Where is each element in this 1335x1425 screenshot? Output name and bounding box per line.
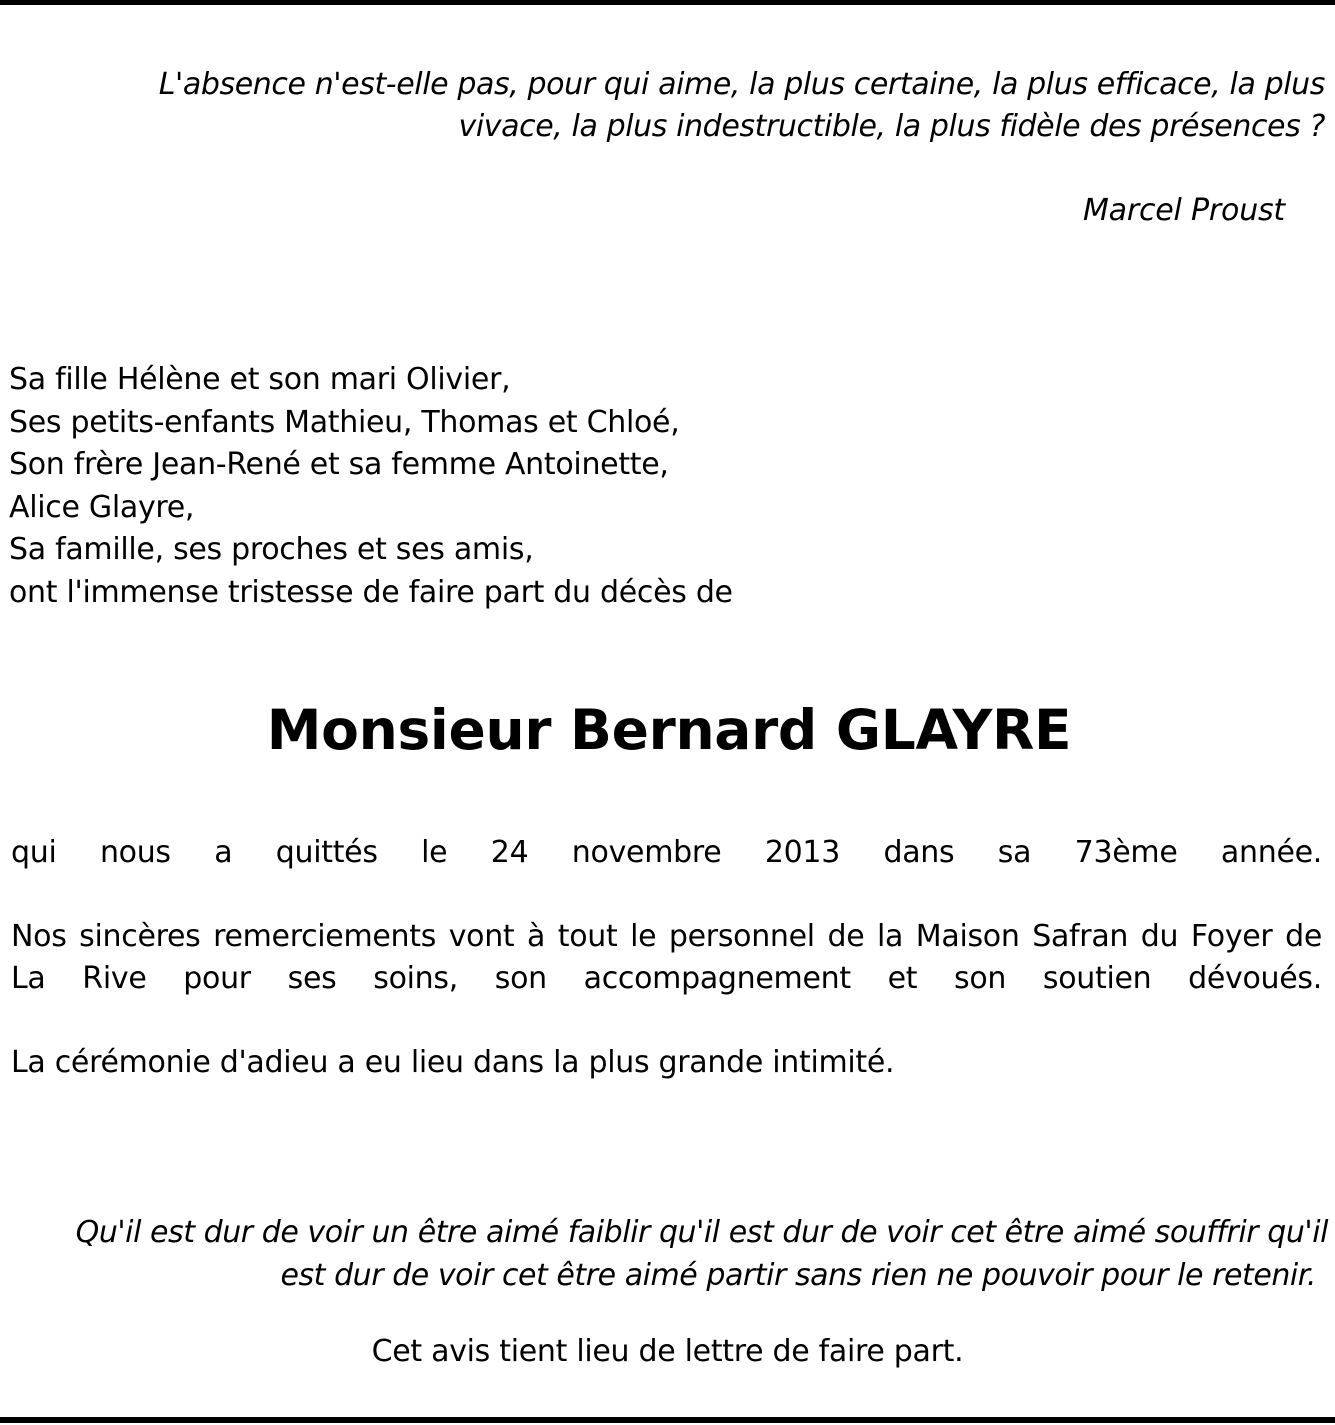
top-border-rule xyxy=(0,0,1335,5)
family-line: Sa famille, ses proches et ses amis, xyxy=(9,532,534,567)
closing-verse-line: Qu'il est dur de voir un être aimé faiblir qu'il est dur de voir cet être aimé souffrir qu'il xyxy=(75,1215,1328,1250)
family-list xyxy=(9,359,733,614)
death-statement: qui nous a quittés le 24 novembre 2013 dans sa 73ème année. xyxy=(11,835,1322,870)
epigraph-author: Marcel Proust xyxy=(1082,193,1285,228)
closing-verse xyxy=(10,1211,1328,1297)
thanks-line: La Rive pour ses soins, son accompagnement et son soutien dévoués. xyxy=(11,961,1322,996)
epigraph-line: L'absence n'est-elle pas, pour qui aime, la plus certaine, la plus efficace, la plus xyxy=(158,67,1325,102)
epigraph-line: vivace, la plus indestructible, la plus fidèle des présences ? xyxy=(458,109,1325,144)
ceremony-statement: La cérémonie d'adieu a eu lieu dans la plus grande intimité. xyxy=(11,1045,895,1080)
family-line: ont l'immense tristesse de faire part du décès de xyxy=(9,574,733,610)
family-line: Son frère Jean-René et sa femme Antoinette, xyxy=(9,447,669,482)
family-line: Ses petits-enfants Mathieu, Thomas et Chloé, xyxy=(9,404,680,440)
bottom-border-rule xyxy=(0,1417,1335,1423)
closing-verse-line: est dur de voir cet être aimé partir sans rien ne pouvoir pour le retenir. xyxy=(280,1258,1316,1293)
family-line: Alice Glayre, xyxy=(9,489,195,525)
family-line: Sa fille Hélène et son mari Olivier, xyxy=(9,362,511,397)
epigraph-quote xyxy=(60,64,1325,148)
notice-footer: Cet avis tient lieu de lettre de faire part. xyxy=(371,1334,964,1369)
thanks-line: Nos sincères remerciements vont à tout le personnel de la Maison Safran du Foyer de xyxy=(11,919,1322,954)
deceased-name: Monsieur Bernard GLAYRE xyxy=(266,698,1072,762)
